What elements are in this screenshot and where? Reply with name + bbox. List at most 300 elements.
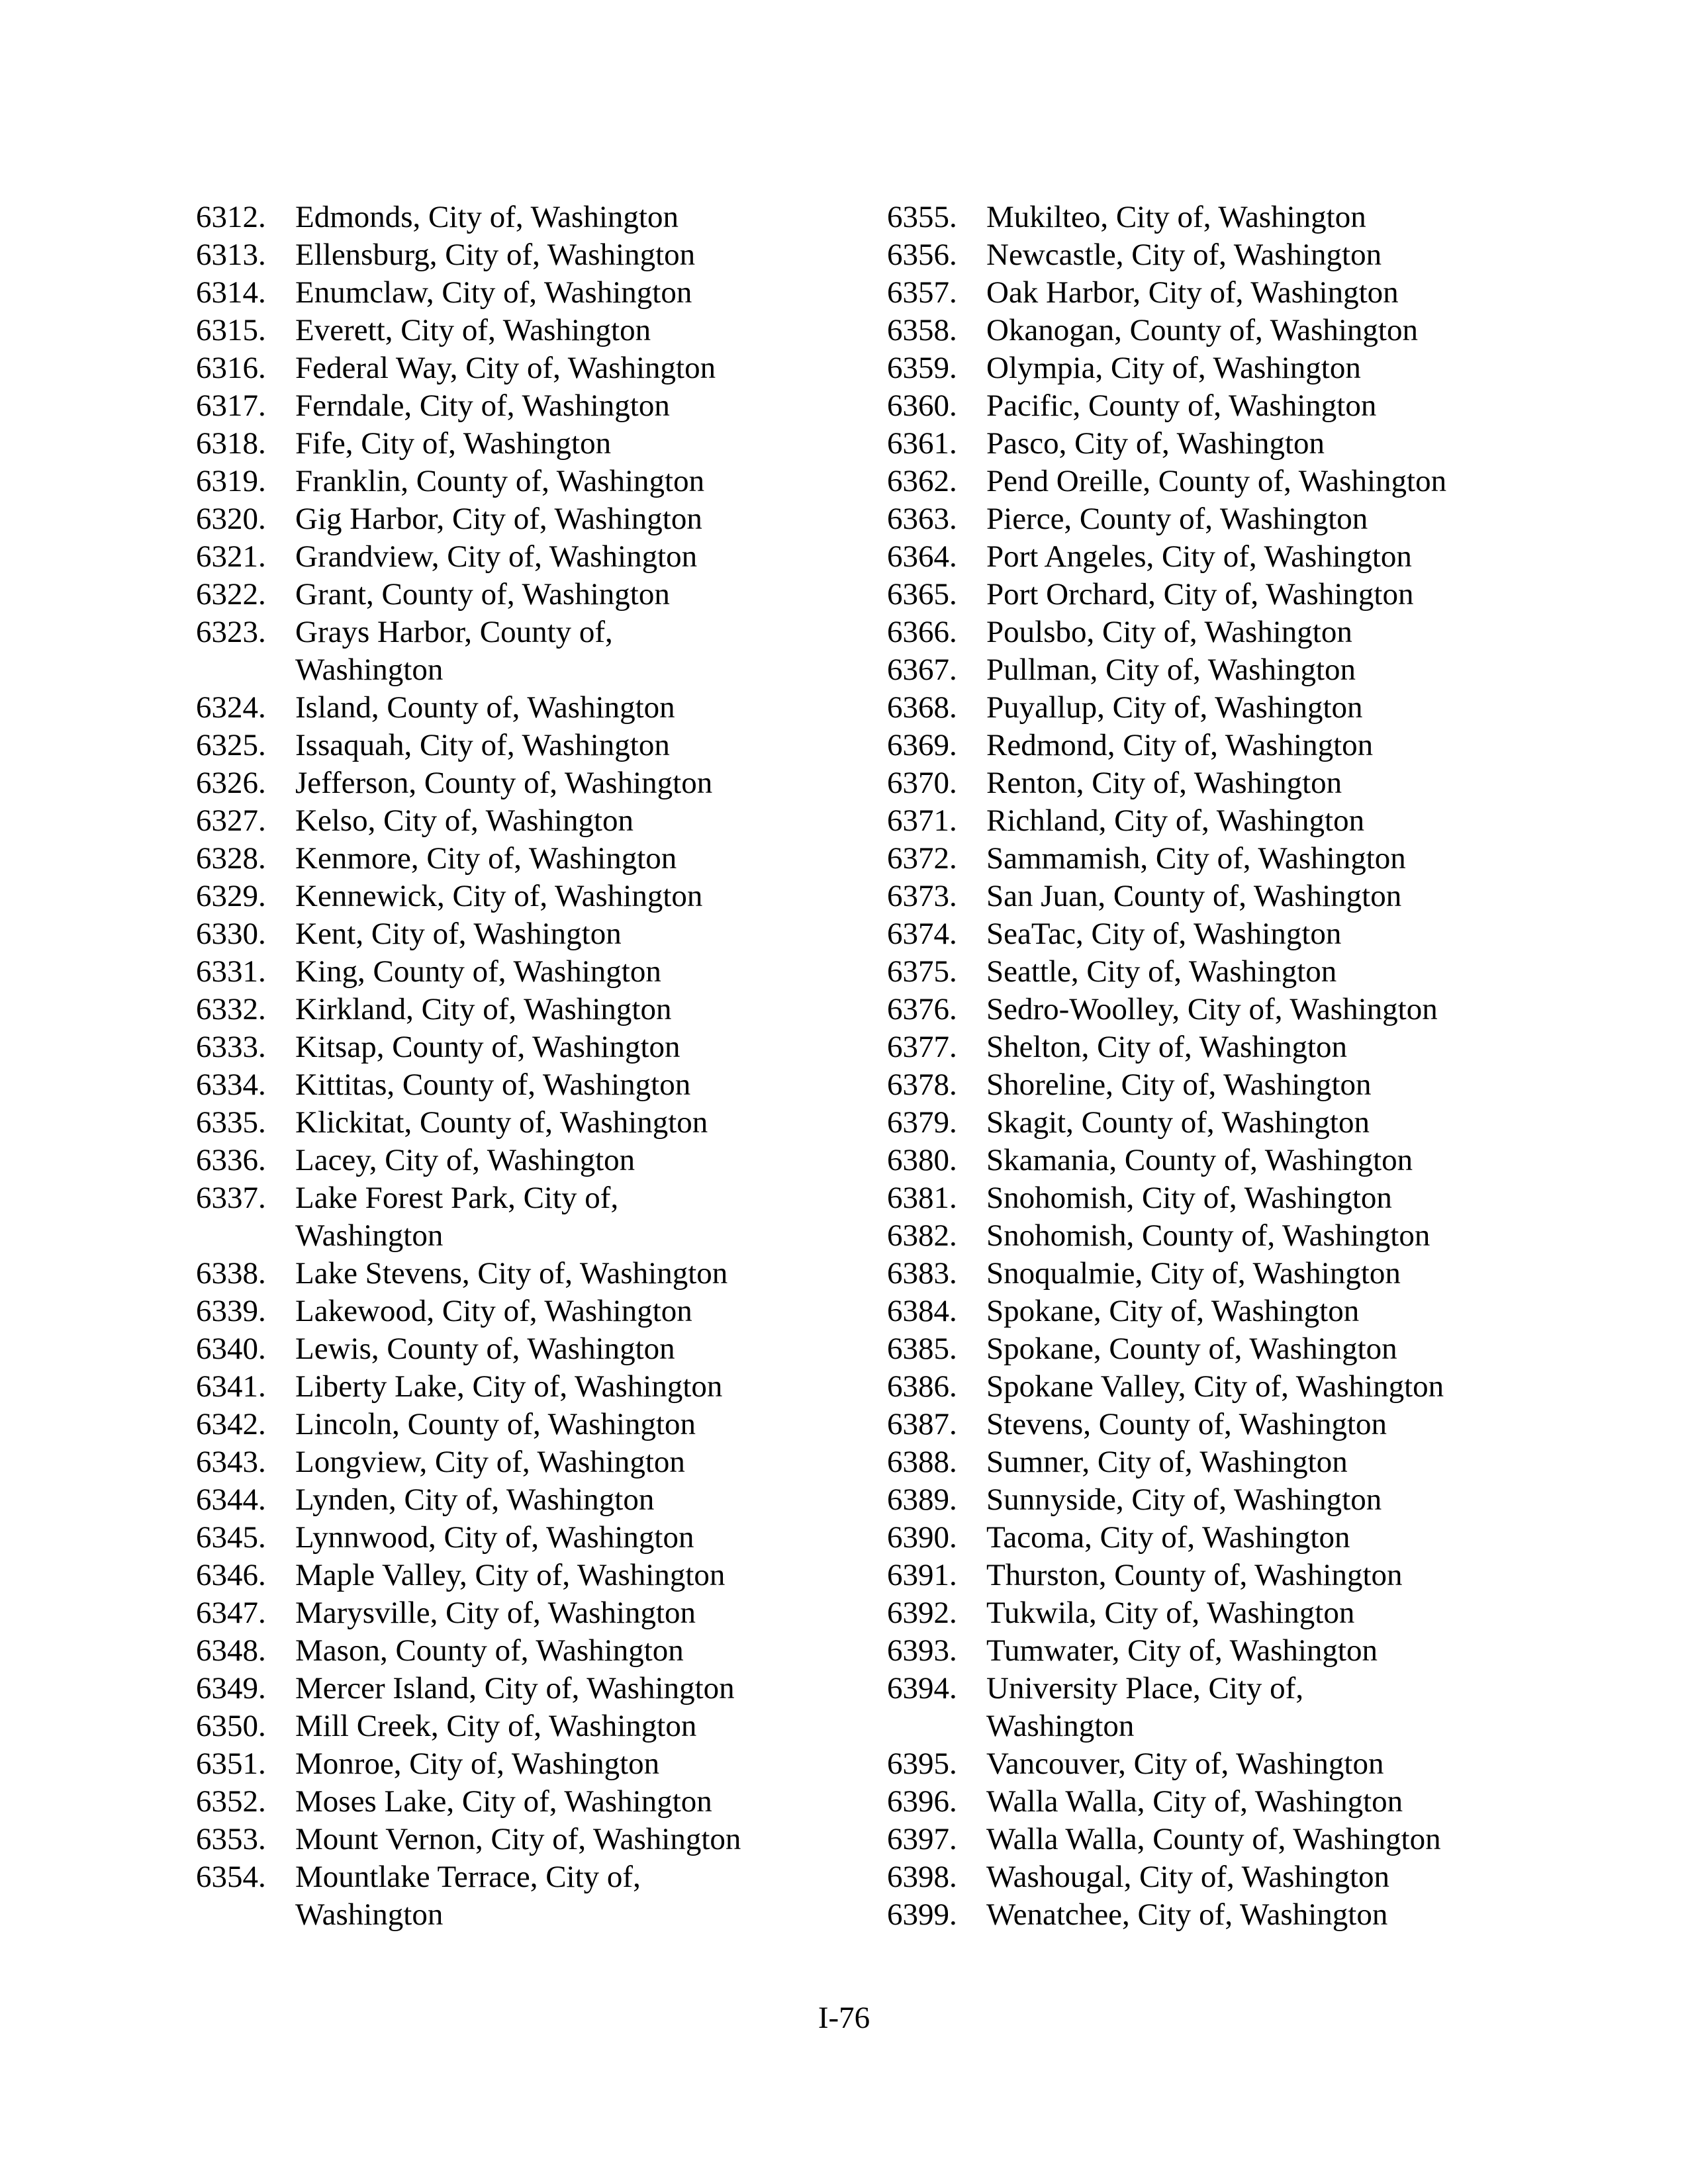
list-item <box>196 538 858 576</box>
list-item <box>887 1142 1549 1179</box>
entry-name-line: Kenmore, City of, Washington <box>295 841 677 876</box>
entry-number: 6396. <box>887 1784 957 1819</box>
entry-name-line: Gig Harbor, City of, Washington <box>295 502 702 536</box>
entry-number: 6339. <box>196 1294 266 1328</box>
entry-number: 6312. <box>196 200 266 234</box>
entry-name-line: Snohomish, City of, Washington <box>986 1181 1392 1215</box>
entry-name <box>986 651 1549 689</box>
entry-number: 6353. <box>196 1822 266 1856</box>
entry-name-line: Tumwater, City of, Washington <box>986 1633 1378 1668</box>
entry-number: 6337. <box>196 1181 266 1215</box>
entry-name-line: Lakewood, City of, Washington <box>295 1294 692 1328</box>
entry-name-line: Walla Walla, County of, Washington <box>986 1822 1441 1856</box>
entry-number: 6328. <box>196 841 266 876</box>
list-item <box>887 349 1549 387</box>
list-item <box>196 349 858 387</box>
entry-number: 6354. <box>196 1860 266 1894</box>
list-item <box>887 1519 1549 1557</box>
list-item <box>887 425 1549 463</box>
entry-number: 6398. <box>887 1860 957 1894</box>
entry-name <box>295 1104 858 1142</box>
entry-name-line: Washougal, City of, Washington <box>986 1860 1390 1894</box>
entry-number: 6359. <box>887 351 957 385</box>
entry-name <box>295 463 858 500</box>
entry-name <box>986 236 1549 274</box>
entry-number: 6380. <box>887 1143 957 1177</box>
entry-name <box>295 1519 858 1557</box>
entry-name-line: Liberty Lake, City of, Washington <box>295 1369 723 1404</box>
entry-name <box>986 614 1549 651</box>
page-number: I-76 <box>818 2001 870 2035</box>
entry-name <box>986 387 1549 425</box>
entry-number: 6364. <box>887 539 957 574</box>
entry-number: 6346. <box>196 1558 266 1592</box>
entry-number: 6375. <box>887 954 957 989</box>
entry-number: 6316. <box>196 351 266 385</box>
entry-number: 6350. <box>196 1709 266 1743</box>
entry-name-line: Pasco, City of, Washington <box>986 426 1325 461</box>
entry-name-line: Sumner, City of, Washington <box>986 1445 1348 1479</box>
list-item <box>887 1670 1549 1745</box>
list-item <box>196 1443 858 1481</box>
entry-name-continuation: Washington <box>986 1709 1135 1743</box>
list-item <box>196 953 858 991</box>
entry-name <box>295 576 858 614</box>
entry-name <box>986 1066 1549 1104</box>
entry-name <box>986 915 1549 953</box>
entry-name <box>295 1330 858 1368</box>
entry-name <box>986 500 1549 538</box>
entry-number: 6370. <box>887 766 957 800</box>
entry-name-line: Pullman, City of, Washington <box>986 653 1356 687</box>
entry-name-line: Spokane Valley, City of, Washington <box>986 1369 1444 1404</box>
entry-name-line: Lincoln, County of, Washington <box>295 1407 696 1441</box>
list-item <box>196 387 858 425</box>
entry-name <box>986 1368 1549 1406</box>
list-item <box>887 1217 1549 1255</box>
entry-number: 6343. <box>196 1445 266 1479</box>
entry-name <box>295 802 858 840</box>
entry-number: 6351. <box>196 1747 266 1781</box>
entry-number: 6366. <box>887 615 957 649</box>
entry-number: 6334. <box>196 1068 266 1102</box>
entry-name-line: Spokane, County of, Washington <box>986 1332 1397 1366</box>
entry-name <box>986 312 1549 349</box>
entry-name-line: Shoreline, City of, Washington <box>986 1068 1372 1102</box>
entry-name-line: Shelton, City of, Washington <box>986 1030 1347 1064</box>
list-item <box>196 1104 858 1142</box>
list-item <box>887 1745 1549 1783</box>
entry-name-line: Port Angeles, City of, Washington <box>986 539 1412 574</box>
entry-name-line: Longview, City of, Washington <box>295 1445 685 1479</box>
list-item <box>887 463 1549 500</box>
list-item <box>196 500 858 538</box>
list-item <box>887 878 1549 915</box>
entry-name-line: Oak Harbor, City of, Washington <box>986 275 1399 310</box>
entry-name-line: Poulsbo, City of, Washington <box>986 615 1352 649</box>
entry-number: 6347. <box>196 1596 266 1630</box>
list-item <box>196 878 858 915</box>
entry-name <box>986 1217 1549 1255</box>
list-item <box>196 1028 858 1066</box>
list-item <box>196 1594 858 1632</box>
list-item <box>196 425 858 463</box>
entry-number: 6344. <box>196 1482 266 1517</box>
entry-name-continuation: Washington <box>295 1218 444 1253</box>
list-item <box>196 1481 858 1519</box>
entry-name-line: Kent, City of, Washington <box>295 917 622 951</box>
list-item <box>196 236 858 274</box>
entry-number: 6325. <box>196 728 266 762</box>
entry-name-line: Moses Lake, City of, Washington <box>295 1784 712 1819</box>
entry-name <box>986 1896 1549 1934</box>
list-item <box>887 689 1549 727</box>
entry-number: 6391. <box>887 1558 957 1592</box>
entry-number: 6333. <box>196 1030 266 1064</box>
entry-name-line: Everett, City of, Washington <box>295 313 651 347</box>
entry-name-line: Walla Walla, City of, Washington <box>986 1784 1403 1819</box>
list-item <box>887 915 1549 953</box>
entry-name-line: Ferndale, City of, Washington <box>295 388 670 423</box>
entry-number: 6327. <box>196 803 266 838</box>
entry-name-line: Skamania, County of, Washington <box>986 1143 1413 1177</box>
list-item <box>887 1406 1549 1443</box>
entry-number: 6321. <box>196 539 266 574</box>
entry-number: 6379. <box>887 1105 957 1140</box>
entry-name <box>986 1594 1549 1632</box>
entry-name <box>986 802 1549 840</box>
entry-number: 6393. <box>887 1633 957 1668</box>
list-item <box>887 1783 1549 1821</box>
list-item <box>196 1255 858 1293</box>
entry-name <box>986 463 1549 500</box>
entry-name <box>295 915 858 953</box>
entry-name <box>986 1255 1549 1293</box>
list-item <box>887 1293 1549 1330</box>
entry-name-line: Maple Valley, City of, Washington <box>295 1558 726 1592</box>
entry-name <box>295 1707 858 1745</box>
entry-number: 6322. <box>196 577 266 612</box>
entry-name <box>295 1443 858 1481</box>
entry-number: 6373. <box>887 879 957 913</box>
entry-name-continuation: Washington <box>295 653 444 687</box>
entry-number: 6357. <box>887 275 957 310</box>
entry-name-line: Skagit, County of, Washington <box>986 1105 1370 1140</box>
list-item <box>196 1142 858 1179</box>
entry-name-line: Enumclaw, City of, Washington <box>295 275 692 310</box>
entry-name <box>295 274 858 312</box>
entry-number: 6326. <box>196 766 266 800</box>
entry-name-line: Vancouver, City of, Washington <box>986 1747 1384 1781</box>
entry-number: 6360. <box>887 388 957 423</box>
list-item <box>196 614 858 689</box>
entry-name-line: Mercer Island, City of, Washington <box>295 1671 735 1706</box>
entry-number: 6320. <box>196 502 266 536</box>
list-item <box>196 463 858 500</box>
entry-name <box>986 764 1549 802</box>
entry-name <box>295 1179 858 1255</box>
entry-name-line: Kittitas, County of, Washington <box>295 1068 691 1102</box>
entry-number: 6365. <box>887 577 957 612</box>
entry-name <box>986 1670 1549 1745</box>
list-item <box>887 576 1549 614</box>
list-item <box>887 1066 1549 1104</box>
entry-name <box>295 1557 858 1594</box>
list-item <box>887 1858 1549 1896</box>
entry-number: 6389. <box>887 1482 957 1517</box>
list-item <box>196 1858 858 1934</box>
entry-name-line: Mount Vernon, City of, Washington <box>295 1822 741 1856</box>
entry-number: 6315. <box>196 313 266 347</box>
entry-name-continuation: Washington <box>295 1897 444 1932</box>
list-item <box>196 1632 858 1670</box>
entry-name-line: Port Orchard, City of, Washington <box>986 577 1414 612</box>
list-item <box>887 199 1549 236</box>
entry-name-line: Kennewick, City of, Washington <box>295 879 703 913</box>
list-item <box>196 991 858 1028</box>
list-item <box>887 1632 1549 1670</box>
entry-name-line: Lake Forest Park, City of, <box>295 1181 619 1215</box>
entry-number: 6352. <box>196 1784 266 1819</box>
entry-number: 6386. <box>887 1369 957 1404</box>
list-item <box>196 1670 858 1707</box>
entry-name-line: Lewis, County of, Washington <box>295 1332 675 1366</box>
entry-name <box>295 1481 858 1519</box>
entry-name-line: Marysville, City of, Washington <box>295 1596 696 1630</box>
entry-name <box>295 199 858 236</box>
list-item <box>196 1293 858 1330</box>
list-item <box>887 538 1549 576</box>
list-item <box>887 802 1549 840</box>
entry-name-line: Pierce, County of, Washington <box>986 502 1368 536</box>
entry-name-line: Tacoma, City of, Washington <box>986 1520 1350 1555</box>
entry-number: 6349. <box>196 1671 266 1706</box>
entry-number: 6397. <box>887 1822 957 1856</box>
entry-number: 6318. <box>196 426 266 461</box>
entry-number: 6355. <box>887 200 957 234</box>
entry-name <box>986 727 1549 764</box>
entry-name <box>295 1632 858 1670</box>
entry-name <box>986 1028 1549 1066</box>
list-item <box>887 840 1549 878</box>
entry-name <box>295 878 858 915</box>
entry-name-line: Ellensburg, City of, Washington <box>295 238 696 272</box>
entry-number: 6369. <box>887 728 957 762</box>
entry-number: 6324. <box>196 690 266 725</box>
entry-name-line: Pend Oreille, County of, Washington <box>986 464 1447 498</box>
entry-name <box>295 349 858 387</box>
list-item <box>887 1255 1549 1293</box>
entry-number: 6399. <box>887 1897 957 1932</box>
entry-name-line: Renton, City of, Washington <box>986 766 1342 800</box>
entry-name <box>295 1368 858 1406</box>
entry-name-line: SeaTac, City of, Washington <box>986 917 1342 951</box>
entry-number: 6329. <box>196 879 266 913</box>
entry-name-line: King, County of, Washington <box>295 954 661 989</box>
entry-name <box>295 538 858 576</box>
entry-name <box>986 1179 1549 1217</box>
list-item <box>887 312 1549 349</box>
list-item <box>887 764 1549 802</box>
entry-name-line: Kelso, City of, Washington <box>295 803 634 838</box>
entry-name <box>295 1670 858 1707</box>
entry-name <box>295 425 858 463</box>
entry-name-line: Stevens, County of, Washington <box>986 1407 1387 1441</box>
list-item <box>196 915 858 953</box>
entry-name <box>295 727 858 764</box>
entry-number: 6388. <box>887 1445 957 1479</box>
entry-name-line: Issaquah, City of, Washington <box>295 728 670 762</box>
entry-name <box>986 1632 1549 1670</box>
entry-name-line: Klickitat, County of, Washington <box>295 1105 708 1140</box>
entry-name <box>295 500 858 538</box>
entry-number: 6372. <box>887 841 957 876</box>
entry-name <box>986 1557 1549 1594</box>
entry-name <box>295 1406 858 1443</box>
entry-number: 6382. <box>887 1218 957 1253</box>
entry-number: 6332. <box>196 992 266 1026</box>
entry-name <box>295 953 858 991</box>
entry-number: 6385. <box>887 1332 957 1366</box>
entry-name-line: Pacific, County of, Washington <box>986 388 1377 423</box>
entry-number: 6378. <box>887 1068 957 1102</box>
entry-number: 6392. <box>887 1596 957 1630</box>
entry-name-line: Kirkland, City of, Washington <box>295 992 672 1026</box>
list-item <box>196 576 858 614</box>
list-item <box>887 500 1549 538</box>
entry-name-line: Puyallup, City of, Washington <box>986 690 1363 725</box>
entry-name <box>986 1821 1549 1858</box>
entry-number: 6367. <box>887 653 957 687</box>
list-item <box>196 1745 858 1783</box>
entry-name <box>295 991 858 1028</box>
entry-name-line: Grant, County of, Washington <box>295 577 670 612</box>
list-item <box>887 1821 1549 1858</box>
entry-number: 6345. <box>196 1520 266 1555</box>
entry-name <box>295 1293 858 1330</box>
entry-name <box>986 1406 1549 1443</box>
entry-number: 6381. <box>887 1181 957 1215</box>
list-item <box>196 802 858 840</box>
entry-name-line: Grandview, City of, Washington <box>295 539 698 574</box>
entry-name-line: Mason, County of, Washington <box>295 1633 684 1668</box>
entry-name <box>986 576 1549 614</box>
entry-name-line: Sammamish, City of, Washington <box>986 841 1406 876</box>
entry-name-line: Kitsap, County of, Washington <box>295 1030 680 1064</box>
entry-name-line: Seattle, City of, Washington <box>986 954 1337 989</box>
entry-name-line: Jefferson, County of, Washington <box>295 766 713 800</box>
entry-name-line: Redmond, City of, Washington <box>986 728 1374 762</box>
entry-number: 6371. <box>887 803 957 838</box>
list-item <box>887 1104 1549 1142</box>
list-item <box>196 1179 858 1255</box>
list-item <box>196 1519 858 1557</box>
entry-name-line: Sedro-Woolley, City of, Washington <box>986 992 1438 1026</box>
list-item <box>887 1330 1549 1368</box>
entry-name <box>295 1745 858 1783</box>
entry-name <box>295 1028 858 1066</box>
list-item <box>196 1406 858 1443</box>
entry-name-line: University Place, City of, <box>986 1671 1304 1706</box>
right-column <box>887 199 1549 1934</box>
entry-number: 6387. <box>887 1407 957 1441</box>
entry-name-line: Snoqualmie, City of, Washington <box>986 1256 1401 1291</box>
entry-number: 6394. <box>887 1671 957 1706</box>
entry-name <box>295 236 858 274</box>
list-item <box>196 1368 858 1406</box>
entry-name-line: Snohomish, County of, Washington <box>986 1218 1430 1253</box>
entry-name <box>295 614 858 689</box>
entry-name-line: Federal Way, City of, Washington <box>295 351 716 385</box>
entry-name-line: Edmonds, City of, Washington <box>295 200 679 234</box>
list-item <box>887 1896 1549 1934</box>
entry-name-line: Lake Stevens, City of, Washington <box>295 1256 728 1291</box>
list-item <box>887 727 1549 764</box>
entry-name-line: Franklin, County of, Washington <box>295 464 705 498</box>
entry-name <box>295 1066 858 1104</box>
list-item <box>887 1368 1549 1406</box>
entry-name <box>986 1293 1549 1330</box>
entry-name-line: Spokane, City of, Washington <box>986 1294 1360 1328</box>
entry-name-line: Grays Harbor, County of, <box>295 615 613 649</box>
list-item <box>196 1330 858 1368</box>
list-item <box>196 1707 858 1745</box>
entry-name-line: Lacey, City of, Washington <box>295 1143 635 1177</box>
entry-name-line: Mill Creek, City of, Washington <box>295 1709 697 1743</box>
entry-number: 6362. <box>887 464 957 498</box>
list-item <box>196 274 858 312</box>
entry-name-line: Lynnwood, City of, Washington <box>295 1520 694 1555</box>
list-item <box>887 1179 1549 1217</box>
entry-name <box>986 1858 1549 1896</box>
entry-name <box>986 1481 1549 1519</box>
entry-number: 6342. <box>196 1407 266 1441</box>
entry-number: 6313. <box>196 238 266 272</box>
entry-name <box>986 1783 1549 1821</box>
entry-name <box>295 1858 858 1934</box>
entry-name <box>295 1255 858 1293</box>
entry-name <box>986 1443 1549 1481</box>
entry-name <box>295 1783 858 1821</box>
entry-name-line: Monroe, City of, Washington <box>295 1747 660 1781</box>
entry-number: 6331. <box>196 954 266 989</box>
entry-number: 6348. <box>196 1633 266 1668</box>
entry-number: 6368. <box>887 690 957 725</box>
entry-name <box>295 764 858 802</box>
list-item <box>196 764 858 802</box>
list-item <box>196 1066 858 1104</box>
entry-name-line: Mountlake Terrace, City of, <box>295 1860 641 1894</box>
entry-name <box>986 840 1549 878</box>
entry-name-line: San Juan, County of, Washington <box>986 879 1402 913</box>
entry-name <box>986 274 1549 312</box>
entry-name <box>986 1104 1549 1142</box>
entry-number: 6358. <box>887 313 957 347</box>
list-item <box>196 312 858 349</box>
list-item <box>196 1821 858 1858</box>
entry-number: 6361. <box>887 426 957 461</box>
list-item <box>196 1557 858 1594</box>
entry-name-line: Thurston, County of, Washington <box>986 1558 1403 1592</box>
entry-name-line: Newcastle, City of, Washington <box>986 238 1382 272</box>
entry-name-line: Mukilteo, City of, Washington <box>986 200 1366 234</box>
entry-name-line: Island, County of, Washington <box>295 690 675 725</box>
entry-number: 6323. <box>196 615 266 649</box>
entry-name <box>986 953 1549 991</box>
entry-name-line: Tukwila, City of, Washington <box>986 1596 1355 1630</box>
entry-name-line: Richland, City of, Washington <box>986 803 1365 838</box>
entry-number: 6377. <box>887 1030 957 1064</box>
